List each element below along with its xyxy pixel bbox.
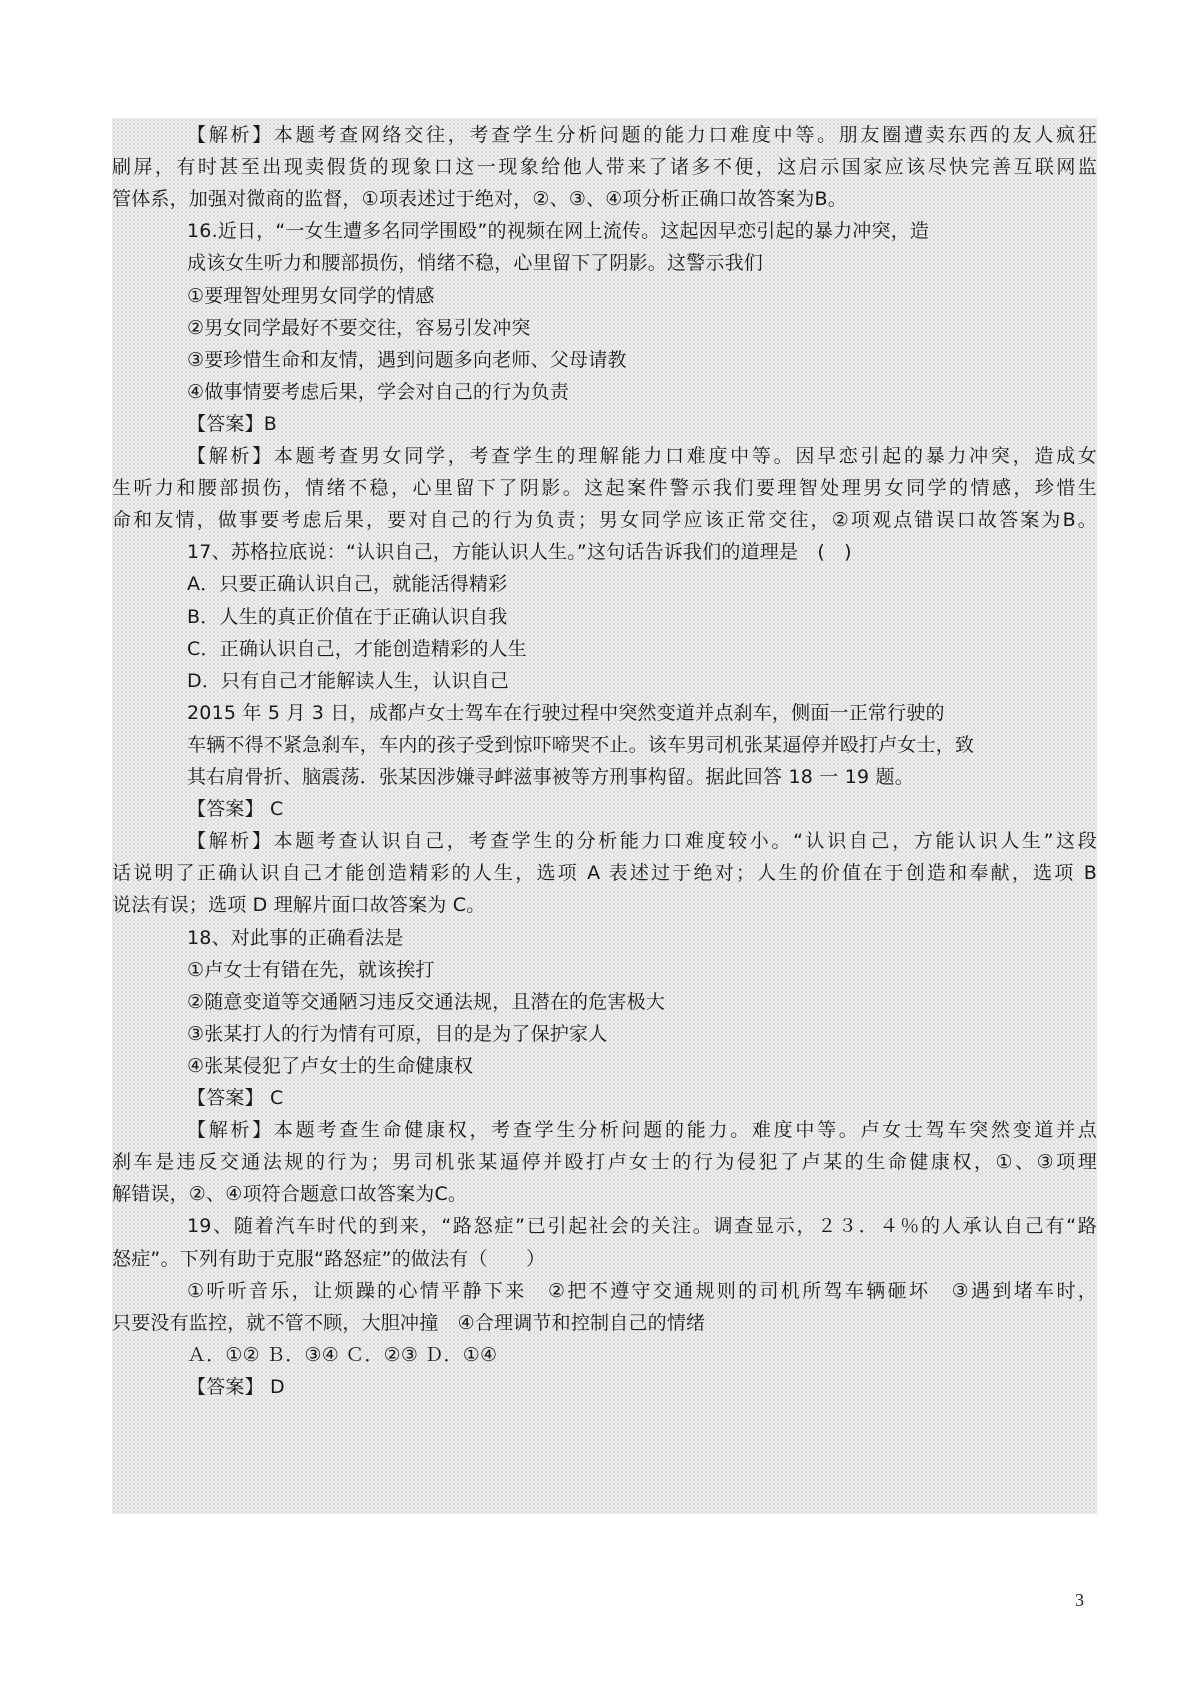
text-line: ②随意变道等交通陋习违反交通法规，且潜在的危害极大 xyxy=(187,990,666,1013)
text-line: D．只有自己才能解读人生，认识自己 xyxy=(187,669,510,692)
text-line: ③要珍惜生命和友情，遇到问题多向老师、父母请教 xyxy=(187,348,627,371)
text-line: 怒症”。下列有助于克服“路怒症”的做法有（ ） xyxy=(112,1247,546,1270)
text-line: 【解析】本题考查网络交往，考查学生分析问题的能力口难度中等。朋友圈遭卖东西的友人疯狂 xyxy=(187,124,1097,146)
text-line: 管体系，加强对微商的监督，①项表述过于绝对，②、③、④项分析正确口故答案为B。 xyxy=(112,188,847,211)
text-line: B．人生的真正价值在于正确认识自我 xyxy=(187,605,508,628)
text-line: ①要理智处理男女同学的情感 xyxy=(187,284,435,307)
text-line: 17、苏格拉底说：“认识自己，方能认识人生。”这句话告诉我们的道理是 ( ) xyxy=(187,541,852,564)
text-line: 16.近日，“一女生遭多名同学围殴”的视频在网上流传。这起因早恋引起的暴力冲突，造 xyxy=(187,220,930,243)
text-line: 【解析】本题考查生命健康权，考查学生分析问题的能力。难度中等。卢女士驾车突然变道并点 xyxy=(187,1119,1097,1142)
text-line: Ａ．①② Ｂ．③④ Ｃ．②③ Ｄ．①④ xyxy=(187,1343,498,1366)
text-line: 刹车是违反交通法规的行为；男司机张某逼停并殴打卢女士的行为侵犯了卢某的生命健康权，①、③项理 xyxy=(112,1151,1097,1174)
text-line: 解错误，②、④项符合题意口故答案为C。 xyxy=(112,1183,468,1206)
text-line: ③张某打人的行为情有可原，目的是为了保护家人 xyxy=(187,1022,608,1045)
text-line: 【答案】 C xyxy=(187,1087,284,1109)
text-line: 其右肩骨折、脑震荡．张某因涉嫌寻衅滋事被等方刑事构留。据此回答 18 一 19 题。 xyxy=(187,766,914,788)
text-line: 命和友情，做事要考虑后果，要对自己的行为负责；男女同学应该正常交往，②项观点错误口故答案为B。 xyxy=(112,509,1097,532)
text-line: C．正确认识自己，才能创造精彩的人生 xyxy=(187,637,527,660)
text-line: 【答案】 D xyxy=(187,1375,285,1398)
text-line: 【答案】B xyxy=(187,412,278,435)
text-line: ④做事情要考虑后果，学会对自己的行为负责 xyxy=(187,380,570,403)
text-line: 【解析】本题考查认识自己，考查学生的分析能力口难度较小。“认识自己，方能认识人生”这段 xyxy=(187,830,1097,853)
text-line: 话说明了正确认识自己才能创造精彩的人生，选项 A 表述过于绝对；人生的价值在于创造和奉献，选项 B xyxy=(112,862,1097,885)
text-line: ①听听音乐，让烦躁的心情平静下来 ②把不遵守交通规则的司机所驾车辆砸坏 ③遇到堵车时， xyxy=(187,1279,1097,1302)
text-line: 生听力和腰部损伤，情绪不稳，心里留下了阴影。这起案件警示我们要理智处理男女同学的情感，珍惜生 xyxy=(112,477,1097,500)
text-line: 刷屏，有时甚至出现卖假货的现象口这一现象给他人带来了诸多不便，这启示国家应该尽快完善互联网监 xyxy=(112,156,1097,179)
text-line: 18、对此事的正确看法是 xyxy=(187,926,404,949)
document-text-block xyxy=(112,118,1097,1514)
text-line: ①卢女士有错在先，就该挨打 xyxy=(187,958,435,981)
page-number: 3 xyxy=(1075,1590,1084,1610)
text-line: 【答案】 C xyxy=(187,798,284,821)
text-line: ②男女同学最好不要交往，容易引发冲突 xyxy=(187,316,531,339)
text-line: 【解析】本题考查男女同学，考查学生的理解能力口难度中等。因早恋引起的暴力冲突，造成女 xyxy=(187,445,1097,467)
text-line: 成该女生听力和腰部损伤，悄绪不稳，心里留下了阴影。这警示我们 xyxy=(187,252,764,275)
text-line: 只要没有监控，就不管不顾，大胆冲撞 ④合理调节和控制自己的情绪 xyxy=(112,1311,706,1334)
text-line: 车辆不得不紧急刹车，车内的孩子受到惊吓啼哭不止。该车男司机张某逼停并殴打卢女士，致 xyxy=(187,733,975,756)
text-line: 19、随着汽车时代的到来，“路怒症”已引起社会的关注。调查显示，２３．４％的人承认自己有“路 xyxy=(187,1215,1097,1238)
text-line: A．只要正确认识自己，就能活得精彩 xyxy=(187,573,508,596)
text-line: 2015 年 5 月 3 日，成都卢女士驾车在行驶过程中突然变道并点刹车，侧面一正常行驶的 xyxy=(187,701,945,724)
text-line: ④张某侵犯了卢女士的生命健康权 xyxy=(187,1054,474,1077)
text-line: 说法有误；选项 D 理解片面口故答案为 C。 xyxy=(112,894,486,917)
